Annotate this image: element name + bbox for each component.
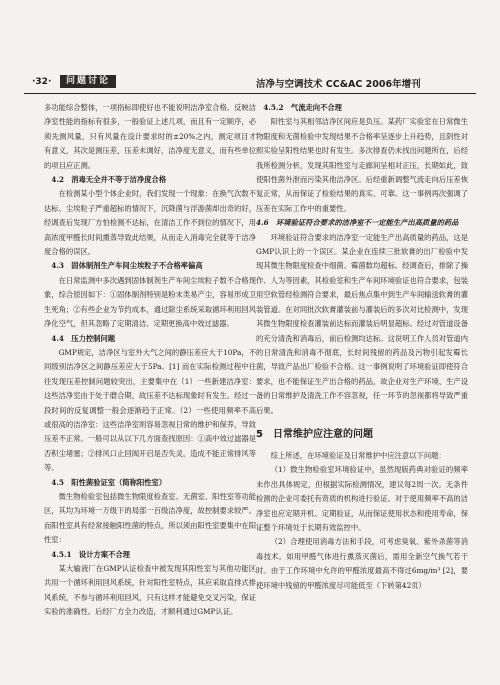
subsection-heading: 4.2 消毒无全并不等于洁净度合格 xyxy=(51,175,167,185)
paragraph: 环境验证符合要求的洁净室一定能生产出高质量的药品，这是GMP认识上的一个误区。某企业在连续三批软膏的出厂检验中发现其微生物限度检查中细菌、霉菌数均超标。经调查后，排除了操作、人为等因素，其检验室和生产车间环境验证也符合要求，包装用空软管经检测符合要求，最后焦点集中到生产车间输送软膏的灌装管道。在对同批次软膏灌装前与灌装后的多次对比检测中，发现其微生物限度检查灌装前达标而灌装后明显超标。经过对管道设备的充分清洗和消毒后，前后检测均达标。这说明工作人员对管道内的日常清洗和消毒不彻底，长时间残留的药品及污物引起发霉长菌，导致产品出厂检验不合格。这一事例说明了环境验证即使符合要求，也不能保证生产出合格的药品，故企业对生产环境、生产设备的日常维护及清洗工作不容忽视，任一环节的忽视都将导致严重后果。 xyxy=(256,232,468,415)
right-column xyxy=(256,101,468,593)
paragraph: （2）合理使用消毒方法和手段，可考虑臭氧、紫外杀菌等消毒技术。如用甲醛气体进行熏蒸灭菌后，需用全新空气换气若干时。由于工作环境中允许的甲醛浓度最高不得过6mg/m³ [2]，要使环境中残留的甲醛浓度尽可能低至（下转第42页） xyxy=(256,537,468,590)
paragraph: 某大输液厂在GMP认证检查中被发现其阳性室与其他功能区共用一个循环利用回风系统，针对阳性室特点，其应采取直排式排风系统，不参与循环利用回风，只有这样才能避免交叉污染，保证实验的准确性。后经厂方全力改造，才顺利通过GMP认证。 xyxy=(44,564,256,617)
subsection-heading: 4.5.1 设计方案不合理 xyxy=(51,549,130,559)
paragraph: 在检测某小型个体企业时，我们发现一个现象：在换气次数不达标、尘埃粒子严重超标的情况下，沉降菌与浮游菌却出奇的好，经调查后发现厂方怕检测不达标，在清洁工作不到位的情况下，用高浓度甲醛长时间熏蒸导致此结果，从而走入消毒完全就等于洁净度合格的误区。 xyxy=(44,189,256,257)
section-tag: 问题讨论 xyxy=(60,75,116,88)
page-number: ·32· xyxy=(32,77,52,87)
page-header xyxy=(24,73,476,94)
paragraph: GMP规定，洁净区与室外大气之间的静压差应大于10Pa，不同级别洁净区之间静压差应大于5Pa。[1] 而在实际检测过程中往往发现压差控制问题较突出，主要集中在（1）一些新建洁净室：这些洁净室由于处于磨合期，故压差不达标现象时有发生。经过一段时间的反复调整一般会逐渐趋于正常。（2）一些使用频率不高或很高的洁净室：这些洁净室则容易忽视日常的维护和保养，导致压差不正常。一般可以从以下几方面查找原因：①高中效过滤器是否积尘堵塞；②排风口止回阀开启是否失灵，造成不能正常排风等等。 xyxy=(44,347,256,473)
journal-title: 洁净与空调技术 CC&AC 2006年增刊 xyxy=(256,79,421,90)
subsection-heading: 4.4 压力控制问题 xyxy=(51,333,116,343)
paragraph: 多功能综合整体，一项指标即使好也不能说明洁净室合格。反映洁净室性能的指标有很多，一般验证上述几项，而且有一定顺序，必须先测风量，只有风量在设计要求时的±20%之内，测定项目才有意义，其次是测压差，压差未调好，洁净度无意义，而有些单位的项目应正测。 xyxy=(44,103,256,170)
left-column xyxy=(44,101,256,620)
subsection-heading: 4.6 环境验证符合要求的洁净室不一定能生产出高质量的药品 xyxy=(256,218,459,228)
paragraph: 在日常监测中多次遇到固体制剂生产车间尘埃粒子数不合格现象，综合原因如下：①固体制剂特别是粉末类易产尘，容易形成卫生死角；②有些企业为节约成本，通过除尘系统采取循环利用回风净化空气，但其忽略了定期清洁、定期更换高中效过滤器。 xyxy=(44,275,256,329)
subsection-heading: 4.5 阳性菌验证室（简称阳性室） xyxy=(51,477,167,487)
section-heading: 5 日常维护应注意的问题 xyxy=(256,428,373,440)
paragraph: （1）微生物检验室环境验证中，虽然现版药典对验证的频率未作出具体规定，但根据实际检测情况，建议每2周一次。无条件检测的企业可委托有资质的机构进行验证。对于使用频率不高的洁净室也应定期开机、定期验证，从而保证使用状态和使用寿命，保证整个环境处于长期有效监控中。 xyxy=(256,465,468,532)
subsection-heading: 4.5.2 气流走向不合理 xyxy=(263,103,342,112)
paragraph: 阳性室与其相邻洁净区间应是负压。某药厂实验室在日常微生物限度和无菌检验中发现结果不合格率呈逐步上升趋势，且阴性对照实验呈阳性结果也时有发生。多次排查仍未找出问题所在，后经我所检测分析，发现其阳性室与走廊间呈相对正压，长期如此，致使阳性菌外泄而污染其他洁净区。后经重新调整气流走向后压差恢复正常，从而保证了检验结果的真实、可靠。这一事例再次强调了压差在实际工作中的重要性。 xyxy=(256,117,468,213)
paragraph: 综上所述，在环境验证及日常维护中应注意以下问题： xyxy=(270,450,446,460)
subsection-heading: 4.3 固体制剂生产车间尘埃粒子不合格率偏高 xyxy=(51,261,203,271)
paragraph: 微生物检验室包括微生物限度检查室、无菌室、阳性室等功能区，其均为环境一万级下的局部一百级洁净度，故控制要求较严。而阳性室具有经常接触阳性菌的特点，所以须由阳性室要集中在阳性室： xyxy=(44,491,256,545)
